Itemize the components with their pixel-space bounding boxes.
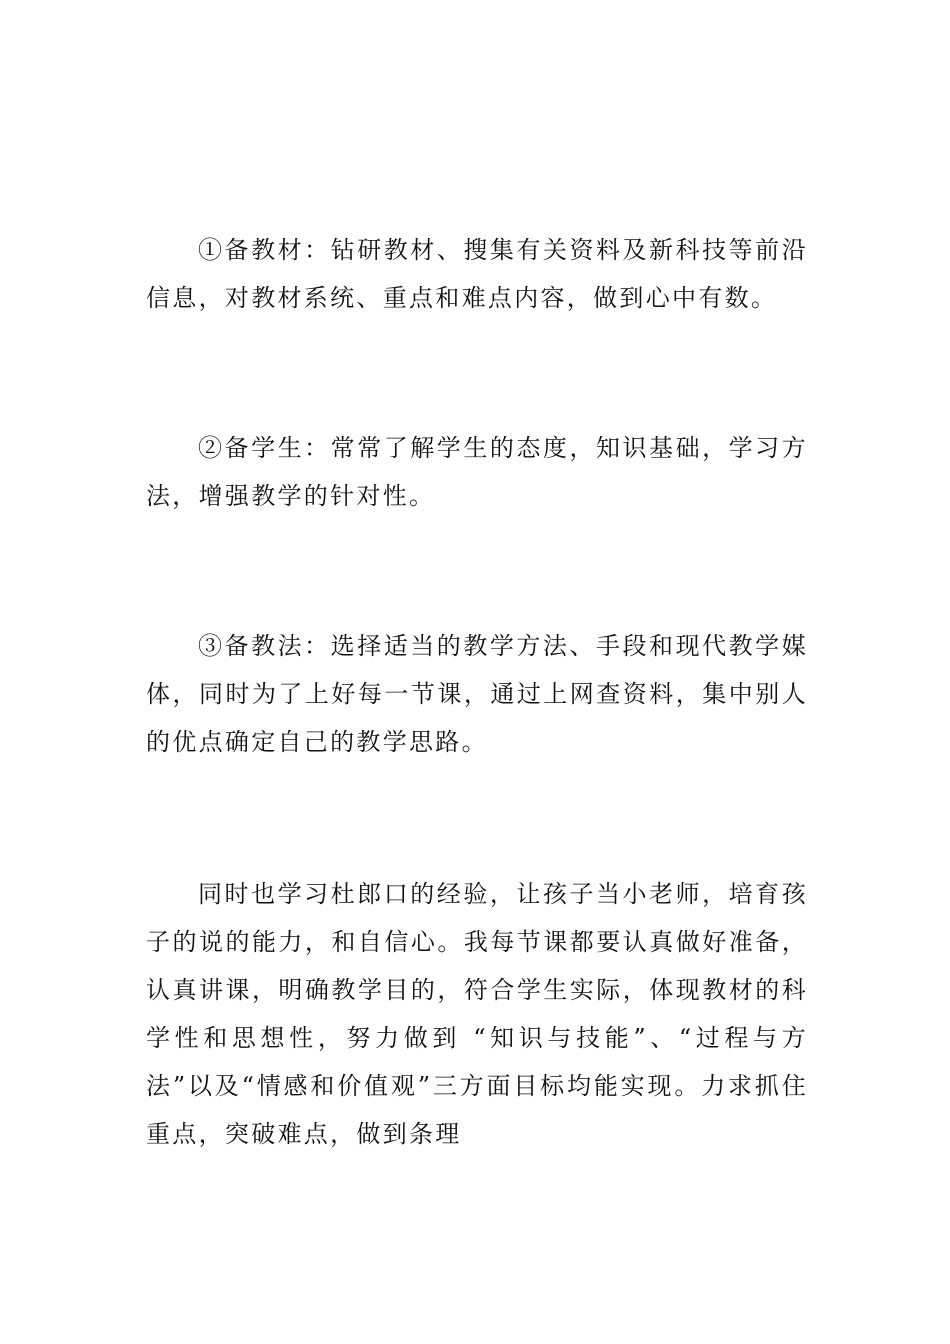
paragraph-teaching-practice: 同时也学习杜郎口的经验，让孩子当小老师，培育孩子的说的能力，和自信心。我每节课都要认真做好准备，认真讲课，明确教学目的，符合学生实际，体现教材的科学性和思想性，努力做到 “知识与技能”、“过程与方法”以及“情感和价值观”三方面目标均能实现。力求抓住重点，突破难点，做到条理: [146, 880, 808, 1148]
paragraph-prepare-textbook: ①备教材：钻研教材、搜集有关资料及新科技等前沿信息，对教材系统、重点和难点内容，做到心中有数。: [146, 236, 808, 312]
paragraph-prepare-methods: ③备教法：选择适当的教学方法、手段和现代教学媒体，同时为了上好每一节课，通过上网查资料，集中别人的优点确定自己的教学思路。: [146, 632, 808, 756]
paragraph-prepare-students: ②备学生：常常了解学生的态度，知识基础，学习方法，增强教学的针对性。: [146, 434, 808, 510]
